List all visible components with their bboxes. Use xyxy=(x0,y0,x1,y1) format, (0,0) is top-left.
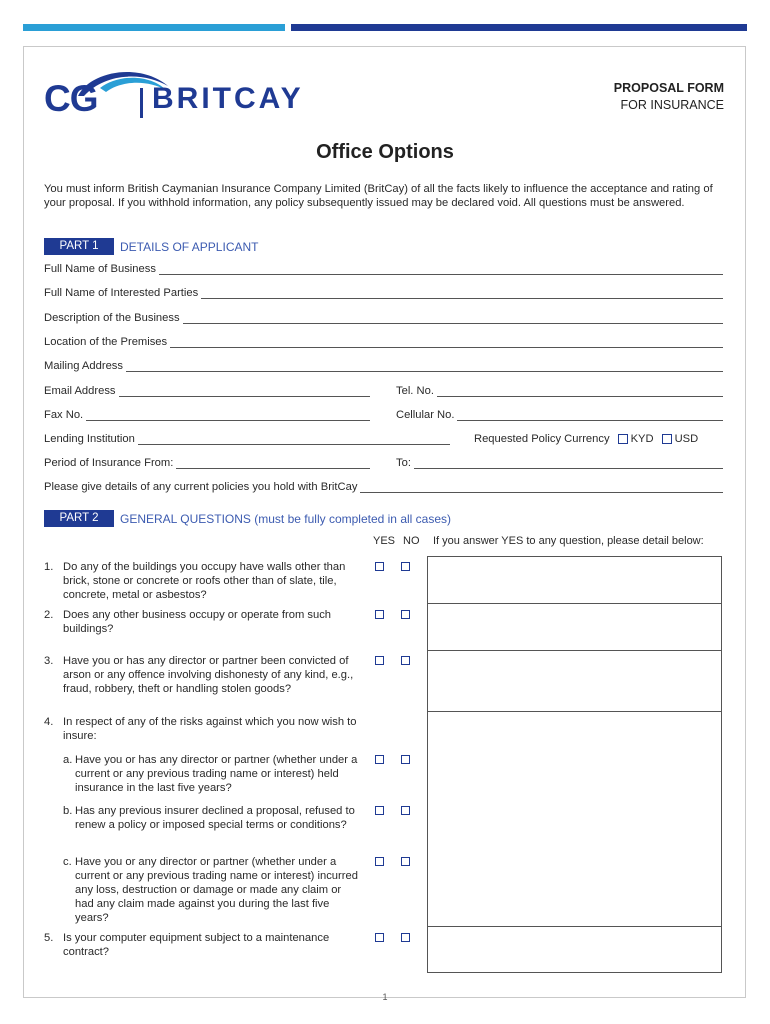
question-5-yes-checkbox[interactable] xyxy=(375,933,384,942)
page-number: 1 xyxy=(382,992,388,1002)
question-4-detail-box[interactable] xyxy=(427,711,722,927)
mailing-line[interactable] xyxy=(126,361,723,372)
question-4b-yes-checkbox[interactable] xyxy=(375,806,384,815)
mailing-field[interactable] xyxy=(44,360,723,372)
current-policies-line[interactable] xyxy=(360,482,723,493)
part2-badge: PART 2 xyxy=(44,510,114,527)
question-4a-yes-checkbox[interactable] xyxy=(375,755,384,764)
question-4c-letter: c. xyxy=(63,856,72,868)
period-to-label: To: xyxy=(396,457,411,469)
question-2-text: Does any other business occupy or operate from such buildings? xyxy=(63,609,332,635)
question-3-number: 3. xyxy=(44,655,54,667)
question-5-detail-box[interactable] xyxy=(427,926,722,973)
britcay-logo xyxy=(44,66,334,122)
email-field[interactable] xyxy=(44,385,370,397)
cellular-field[interactable] xyxy=(396,409,723,421)
question-4-number: 4. xyxy=(44,716,54,728)
current-policies-field[interactable] xyxy=(44,481,723,493)
question-4c-yes-checkbox[interactable] xyxy=(375,857,384,866)
question-4-text: In respect of any of the risks against which you now wish to insure: xyxy=(63,716,357,742)
currency-field xyxy=(474,433,726,445)
full-name-line[interactable] xyxy=(159,264,723,275)
lending-line[interactable] xyxy=(138,434,450,445)
period-from-field[interactable] xyxy=(44,457,370,469)
description-line[interactable] xyxy=(183,313,723,324)
question-4c-text: Have you or any director or partner (whether under a current or any previous trading name or interest) incurred any loss, destruction or damage or made any claim or had any claim made against you during the last five years? xyxy=(75,856,358,924)
question-5-number: 5. xyxy=(44,932,54,944)
question-5-no-checkbox[interactable] xyxy=(401,933,410,942)
question-4a-text: Have you or has any director or partner (whether under a current or any previous trading name or interest) held insurance in the last five years? xyxy=(75,754,358,794)
fax-field[interactable] xyxy=(44,409,370,421)
question-3-detail-box[interactable] xyxy=(427,650,722,712)
description-field[interactable] xyxy=(44,312,723,324)
tel-line[interactable] xyxy=(437,386,723,397)
question-3-text: Have you or has any director or partner been convicted of arson or any offence involving dishonesty of any kind, e.g., fraud, robbery, theft or handling stolen goods? xyxy=(63,655,354,695)
location-label: Location of the Premises xyxy=(44,336,168,348)
logo-divider xyxy=(140,88,143,118)
tel-field[interactable] xyxy=(396,385,723,397)
fax-label: Fax No. xyxy=(44,409,84,421)
question-4b-letter: b. xyxy=(63,805,73,817)
question-3-no-checkbox[interactable] xyxy=(401,656,410,665)
lending-label: Lending Institution xyxy=(44,433,135,445)
question-1-number: 1. xyxy=(44,561,54,573)
mailing-label: Mailing Address xyxy=(44,360,123,372)
period-to-line[interactable] xyxy=(414,458,723,469)
page-title: Office Options xyxy=(316,141,454,163)
interested-parties-field[interactable] xyxy=(44,287,723,299)
question-2-number: 2. xyxy=(44,609,54,621)
question-1-text: Do any of the buildings you occupy have walls other than brick, stone or concrete or roofs other than of slate, tile, concrete, metal or asbestos? xyxy=(63,561,346,601)
question-1-no-checkbox[interactable] xyxy=(401,562,410,571)
email-label: Email Address xyxy=(44,385,116,397)
currency-kyd-checkbox[interactable] xyxy=(618,434,628,444)
logo-mark-text: CG xyxy=(44,78,98,119)
period-from-line[interactable] xyxy=(176,458,370,469)
form-subtitle: FOR INSURANCE xyxy=(620,98,724,112)
detail-hint: If you answer YES to any question, please detail below: xyxy=(433,535,704,547)
logo-brand-text: BRITCAY xyxy=(152,82,304,115)
question-1-yes-checkbox[interactable] xyxy=(375,562,384,571)
location-field[interactable] xyxy=(44,336,723,348)
top-accent-bar-dark xyxy=(291,24,747,31)
no-column-header: NO xyxy=(403,535,420,547)
form-title: PROPOSAL FORM xyxy=(613,81,724,95)
full-name-field[interactable] xyxy=(44,263,723,275)
question-1-detail-box[interactable] xyxy=(427,556,722,604)
yes-column-header: YES xyxy=(373,535,396,547)
cellular-line[interactable] xyxy=(457,410,723,421)
question-4c-no-checkbox[interactable] xyxy=(401,857,410,866)
question-4a-no-checkbox[interactable] xyxy=(401,755,410,764)
part1-badge: PART 1 xyxy=(44,238,114,255)
period-to-field[interactable] xyxy=(396,457,723,469)
cellular-label: Cellular No. xyxy=(396,409,455,421)
currency-kyd-label: KYD xyxy=(630,433,654,445)
intro-paragraph: You must inform British Caymanian Insurance Company Limited (BritCay) of all the facts likely to influence the acceptance and rating of your proposal. If you withhold information, any policy subsequently issued may be declared void. All questions must be answered. xyxy=(44,183,713,209)
interested-parties-label: Full Name of Interested Parties xyxy=(44,287,199,299)
period-from-label: Period of Insurance From: xyxy=(44,457,174,469)
email-line[interactable] xyxy=(119,386,370,397)
full-name-label: Full Name of Business xyxy=(44,263,156,275)
question-4a-letter: a. xyxy=(63,754,73,766)
form-heading xyxy=(614,80,724,114)
question-5-text: Is your computer equipment subject to a maintenance contract? xyxy=(63,932,330,958)
part1-title: DETAILS OF APPLICANT xyxy=(120,240,259,254)
question-2-yes-checkbox[interactable] xyxy=(375,610,384,619)
part2-title: GENERAL QUESTIONS (must be fully completed in all cases) xyxy=(120,512,451,526)
question-3-yes-checkbox[interactable] xyxy=(375,656,384,665)
tel-label: Tel. No. xyxy=(396,385,434,397)
interested-parties-line[interactable] xyxy=(201,288,723,299)
currency-label: Requested Policy Currency xyxy=(474,433,610,445)
lending-field[interactable] xyxy=(44,433,450,445)
fax-line[interactable] xyxy=(86,410,370,421)
currency-usd-checkbox[interactable] xyxy=(662,434,672,444)
currency-usd-label: USD xyxy=(674,433,699,445)
question-4b-no-checkbox[interactable] xyxy=(401,806,410,815)
question-2-detail-box[interactable] xyxy=(427,603,722,651)
question-4b-text: Has any previous insurer declined a proposal, refused to renew a policy or imposed special terms or conditions? xyxy=(75,805,355,831)
location-line[interactable] xyxy=(170,337,723,348)
current-policies-label: Please give details of any current policies you hold with BritCay xyxy=(44,481,358,493)
question-2-no-checkbox[interactable] xyxy=(401,610,410,619)
top-accent-bar-light xyxy=(23,24,285,31)
description-label: Description of the Business xyxy=(44,312,180,324)
